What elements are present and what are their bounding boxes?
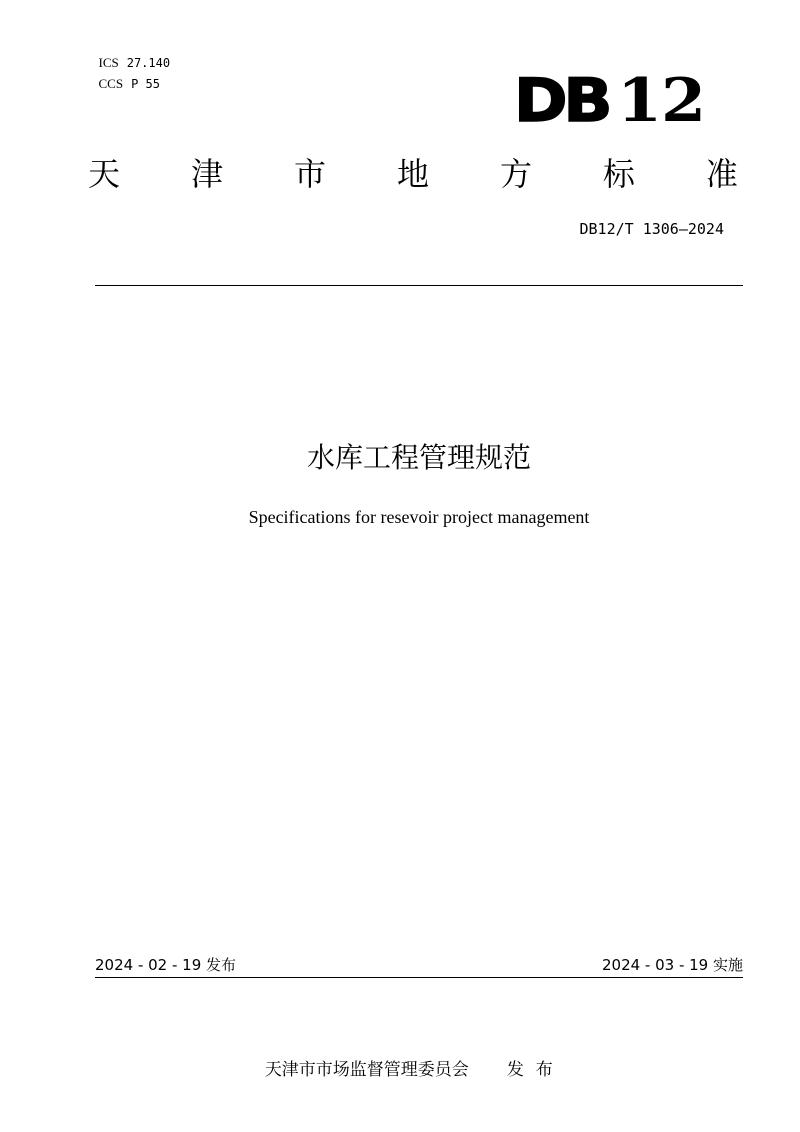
ccs-code: P 55 (131, 77, 160, 91)
standard-type-char: 地 (396, 155, 429, 193)
ccs-classification (92, 60, 160, 92)
ics-label: ICS (98, 55, 119, 70)
document-title-english: Specifications for resevoir project management (248, 507, 590, 527)
publisher-name: 天津市市场监督管理委员会 (264, 1060, 469, 1080)
publisher-action: 发布 (506, 1060, 565, 1080)
issue-date: 2024 - 02 - 19 发布 (95, 956, 237, 974)
top-divider (95, 285, 743, 286)
standard-type-char: 准 (705, 155, 738, 193)
implementation-date: 2024 - 03 - 19 实施 (601, 956, 743, 974)
standard-number: DB12/T 1306—2024 (579, 220, 724, 238)
standard-mark-number: 12 (616, 66, 705, 136)
standard-type-char: 市 (293, 155, 326, 193)
standard-type-char: 天 (88, 155, 121, 193)
standard-mark-letters: DB (513, 66, 609, 136)
standard-type-heading (88, 152, 738, 196)
standard-type-char: 方 (499, 155, 532, 193)
document-title-chinese: 水库工程管理规范 (306, 441, 531, 474)
standard-type-char: 津 (190, 155, 223, 193)
standard-type-char: 标 (602, 155, 635, 193)
standard-mark (514, 68, 705, 134)
publisher-line (254, 1034, 565, 1082)
ccs-label: CCS (98, 76, 124, 91)
ics-code: 27.140 (126, 56, 171, 70)
bottom-divider (95, 977, 743, 978)
